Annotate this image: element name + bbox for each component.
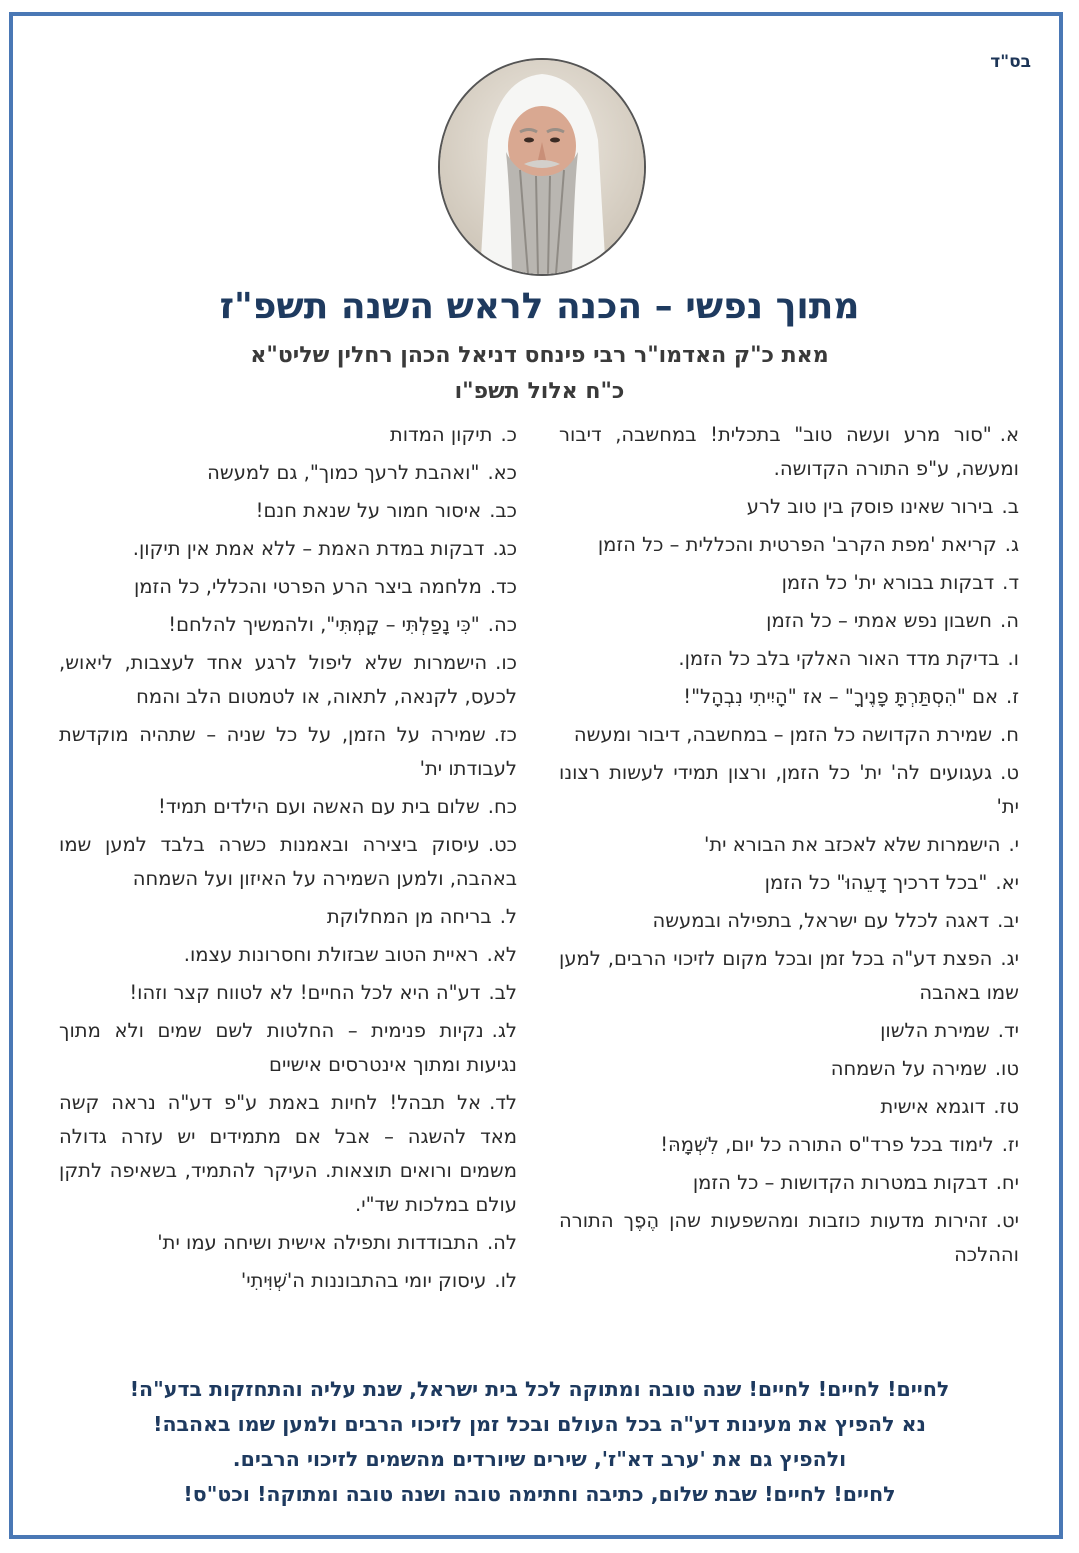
item-text: אל תבהל! לחיות באמת ע"פ דע"ה נראה קשה מאד להשגה – אבל אם מתמידים יש עזרה גדולה משמים ורואים תוצאות. העיקר להתמיד, בשאיפה לתקן עולם במלכות שד"י. (59, 1091, 517, 1216)
item-text: קריאת 'מפת הקרב' הפרטית והכללית – כל הזמן (597, 533, 997, 556)
item-number: טז. (993, 1095, 1019, 1118)
item-text: איסור חמור על שנאת חנם! (255, 499, 482, 522)
item-text: שמירת הקדושה כל הזמן – במחשבה, דיבור ומעשה (573, 723, 993, 746)
item-text: "סור מרע ועשה טוב" בתכלית! במחשבה, דיבור ומעשה, ע"פ התורה הקדושה. (559, 423, 1019, 480)
items-column-left (59, 418, 517, 1302)
item-text: דבקות במטרות הקדושות – כל הזמן (692, 1171, 988, 1194)
list-item (559, 642, 1019, 676)
list-item (559, 1166, 1019, 1200)
item-number: כד. (489, 575, 517, 598)
list-item (59, 790, 517, 824)
item-number: ג. (1004, 533, 1019, 556)
list-item (59, 570, 517, 604)
item-number: ח. (1000, 723, 1019, 746)
item-number: לה. (486, 1231, 517, 1254)
list-item (559, 718, 1019, 752)
item-text: בדיקת מדד האור האלקי בלב כל הזמן. (678, 647, 1000, 670)
item-text: "ואהבת לרעך כמוך", גם למעשה (207, 461, 480, 484)
item-number: יא. (995, 871, 1019, 894)
list-item (559, 680, 1019, 714)
item-number: כב. (489, 499, 517, 522)
footer-line: לחיים! לחיים! שבת שלום, כתיבה וחתימה טובה ושנה טובה ומתוקה! וכט"ס! (183, 1482, 896, 1506)
item-number: יט. (995, 1209, 1019, 1232)
list-item (559, 1052, 1019, 1086)
item-number: כו. (495, 651, 517, 674)
item-text: געגועים לה' ית' כל הזמן, ורצון תמידי לעשות רצונו ית' (559, 761, 1019, 818)
item-text: דבקות במדת האמת – ללא אמת אין תיקון. (132, 537, 485, 560)
list-item (559, 756, 1019, 824)
item-text: "בכל דרכיך דָעֵהוּ" כל הזמן (764, 871, 988, 894)
list-item (559, 942, 1019, 1010)
list-item (559, 418, 1019, 486)
item-text: שמירת הלשון (880, 1019, 990, 1042)
list-item (559, 604, 1019, 638)
item-number: א. (999, 423, 1019, 446)
item-text: דבקות בבורא ית' כל הזמן (781, 571, 995, 594)
item-text: הישמרות שלא ליפול לרגע אחד לעצבות, ליאוש, לכעס, לקנאה, לתאוה, או לטמטום הלב והמח (59, 651, 517, 708)
footer-line: ולהפיץ גם את 'ערב דא"ז', שירים שיורדים מהשמים לזיכוי הרבים. (232, 1447, 847, 1471)
item-text: נקיות פנימית – החלטות לשם שמים ולא מתוך נגיעות ומתוך אינטרסים אישיים (59, 1019, 517, 1076)
list-item (59, 938, 517, 972)
portrait-image (440, 60, 644, 274)
list-item (59, 828, 517, 896)
item-number: כז. (493, 723, 517, 746)
item-text: בירור שאינו פוסק בין טוב לרע (746, 495, 994, 518)
item-number: כח. (487, 795, 517, 818)
list-item (59, 1226, 517, 1260)
list-item (59, 532, 517, 566)
item-number: כה. (487, 613, 517, 636)
author-line: מאת כ"ק האדמו"ר רבי פינחס דניאל הכהן רחלין שליט"א (250, 343, 829, 368)
item-text: שלום בית עם האשה ועם הילדים תמיד! (158, 795, 480, 818)
date-line: כ"ח אלול תשפ"ו (454, 379, 625, 404)
list-item (59, 718, 517, 786)
item-text: הישמרות שלא לאכזב את הבורא ית' (704, 833, 1001, 856)
list-item (59, 456, 517, 490)
list-item (559, 1128, 1019, 1162)
bsd-header: בס"ד (990, 52, 1031, 72)
item-number: כא. (487, 461, 517, 484)
list-item (59, 1014, 517, 1082)
list-item (59, 900, 517, 934)
list-item (559, 866, 1019, 900)
item-number: לד. (489, 1091, 517, 1114)
item-text: לימוד בכל פרד"ס התורה כל יום, לִשְׁמָהּ! (660, 1133, 994, 1156)
item-text: הפצת דע"ה בכל זמן ובכל מקום לזיכוי הרבים, למען שמו באהבה (559, 947, 1019, 1004)
item-text: שמירה על השמחה (830, 1057, 987, 1080)
item-text: עיסוק יומי בהתבוננות ה'שְׁוִּיתִי' (240, 1269, 487, 1292)
item-number: לו. (494, 1269, 517, 1292)
item-text: אם "הִסְתַּרְתָּ פָנֶיךָ" – אז "הָיִיתִי נִבְהָל"! (683, 685, 999, 708)
item-number: ב. (1001, 495, 1019, 518)
item-number: ה. (1000, 609, 1019, 632)
item-text: שמירה על הזמן, על כל שניה – שתהיה מוקדשת לעבודתו ית' (59, 723, 517, 780)
item-text: מלחמה ביצר הרע הפרטי והכללי, כל הזמן (133, 575, 482, 598)
item-number: לב. (488, 981, 517, 1004)
item-number: יח. (995, 1171, 1019, 1194)
rabbi-portrait (438, 58, 646, 276)
item-number: כג. (492, 537, 517, 560)
item-number: ט. (1000, 761, 1019, 784)
list-item (559, 1204, 1019, 1272)
item-text: התבודדות ותפילה אישית ושיחה עמו ית' (157, 1231, 479, 1254)
list-item (559, 1014, 1019, 1048)
item-number: ו. (1007, 647, 1019, 670)
item-text: "כִּי נָפַלְתִּי – קָמְתִּי", ולהמשיך להלחם! (168, 613, 480, 636)
item-text: בריחה מן המחלוקת (326, 905, 492, 928)
list-item (59, 1086, 517, 1222)
item-number: לג. (491, 1019, 517, 1042)
item-number: ל. (499, 905, 517, 928)
item-number: טו. (994, 1057, 1019, 1080)
items-column-right (559, 418, 1019, 1276)
list-item (559, 566, 1019, 600)
item-number: יג. (1000, 947, 1019, 970)
list-item (59, 494, 517, 528)
item-number: כ. (500, 423, 517, 446)
item-number: כט. (487, 833, 517, 856)
page-title: מתוך נפשי – הכנה לראש השנה תשפ"ז (219, 286, 860, 327)
item-number: יד. (997, 1019, 1019, 1042)
list-item (59, 608, 517, 642)
list-item (59, 418, 517, 452)
item-text: דע"ה היא לכל החיים! לא לטווח קצר וזהו! (129, 981, 481, 1004)
item-text: דאגה לכלל עם ישראל, בתפילה ובמעשה (652, 909, 990, 932)
item-text: זהירות מדעות כוזבות ומהשפעות שהן הֶפֶך התורה וההלכה (559, 1209, 1019, 1266)
footer-line: לחיים! לחיים! לחיים! שנה טובה ומתוקה לכל בית ישראל, שנת עליה והתחזקות בדע"ה! (129, 1377, 950, 1401)
item-text: חשבון נפש אמתי – כל הזמן (766, 609, 993, 632)
item-number: ז. (1006, 685, 1019, 708)
list-item (59, 646, 517, 714)
list-item (59, 976, 517, 1010)
list-item (59, 1264, 517, 1298)
footer-blessing (40, 1372, 1039, 1512)
item-number: יז. (1001, 1133, 1019, 1156)
list-item (559, 1090, 1019, 1124)
footer-line: נא להפיץ את מעינות דע"ה בכל העולם ובכל זמן לזיכוי הרבים ולמען שמו באהבה! (153, 1412, 926, 1436)
item-number: י. (1008, 833, 1019, 856)
item-text: דוגמא אישית (880, 1095, 986, 1118)
list-item (559, 904, 1019, 938)
item-text: עיסוק ביצירה ובאמנות כשרה בלבד למען שמו באהבה, ולמען השמירה על האיזון ועל השמחה (59, 833, 517, 890)
item-number: לא. (486, 943, 517, 966)
list-item (559, 528, 1019, 562)
item-number: ד. (1002, 571, 1019, 594)
item-text: תיקון המדות (389, 423, 493, 446)
list-item (559, 828, 1019, 862)
item-text: ראיית הטוב שבזולת וחסרונות עצמו. (183, 943, 479, 966)
item-number: יב. (997, 909, 1019, 932)
list-item (559, 490, 1019, 524)
